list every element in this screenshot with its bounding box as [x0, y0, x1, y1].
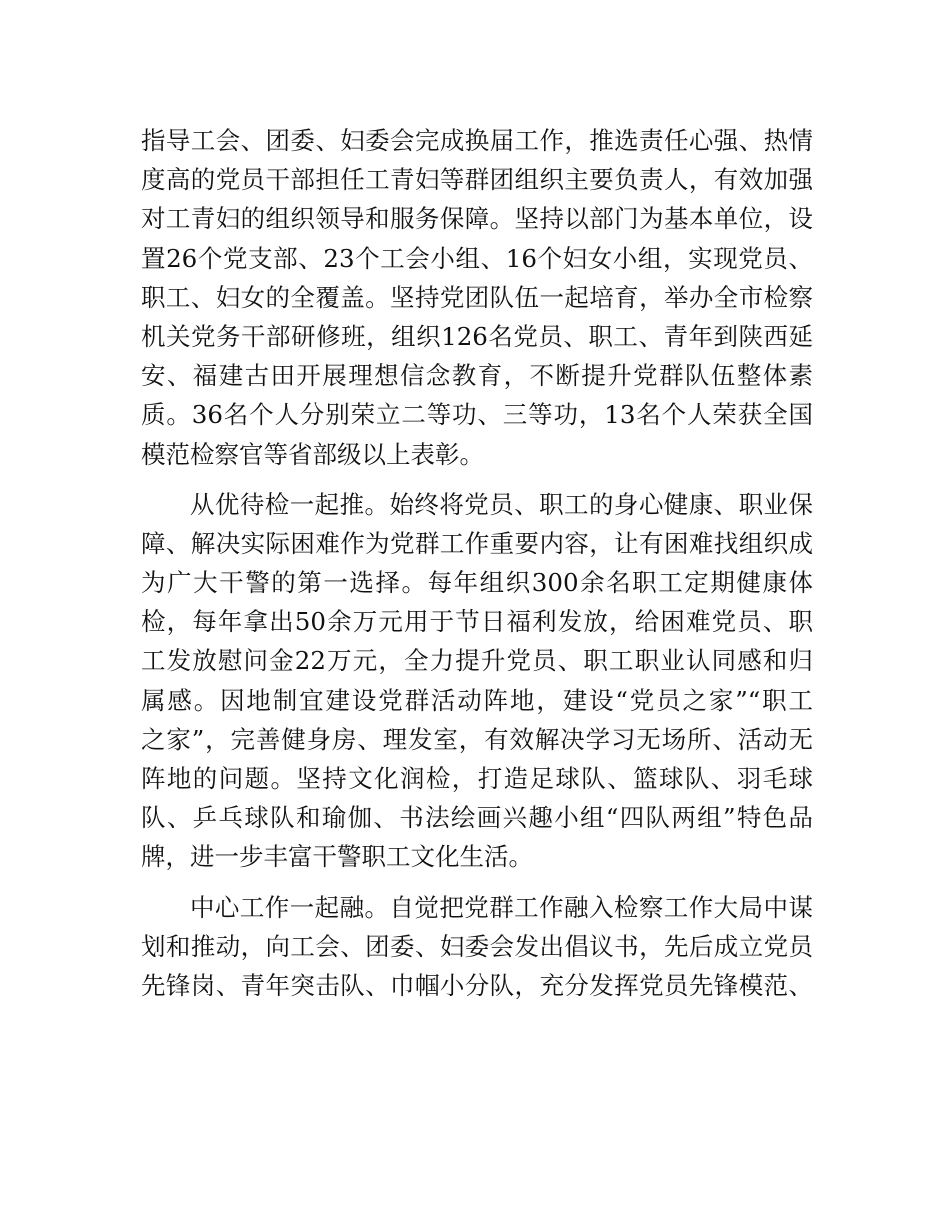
text-line: 模范检察官等省部级以上表彰。	[141, 439, 484, 469]
text-line: 从优待检一起推。始终将党员、职工的身心健康、职业保	[190, 489, 813, 519]
paragraph-1	[141, 121, 813, 474]
text-line: 划和推动，向工会、团委、妇委会发出倡议书，先后成立党员	[141, 931, 813, 961]
text-line: 检，每年拿出50余万元用于节日福利发放，给困难党员、职	[141, 607, 813, 637]
paragraph-3	[141, 888, 813, 1006]
paragraph-2	[141, 485, 813, 877]
text-line: 质。36名个人分别荣立二等功、三等功，13名个人荣获全国	[141, 400, 813, 430]
paragraph-spacer	[141, 474, 813, 485]
text-line: 对工青妇的组织领导和服务保障。坚持以部门为基本单位，设	[141, 204, 813, 234]
text-line: 队、乒乓球队和瑜伽、书法绘画兴趣小组“四队两组”特色品	[141, 803, 813, 833]
document-body	[141, 121, 813, 1005]
text-line: 指导工会、团委、妇委会完成换届工作，推选责任心强、热情	[141, 126, 813, 155]
paragraph-spacer	[141, 877, 813, 888]
text-line: 机关党务干部研修班，组织126名党员、职工、青年到陕西延	[141, 321, 813, 351]
text-line: 置26个党支部、23个工会小组、16个妇女小组，实现党员、	[141, 243, 813, 273]
text-line: 中心工作一起融。自觉把党群工作融入检察工作大局中谋	[190, 892, 813, 922]
text-line: 安、福建古田开展理想信念教育，不断提升党群队伍整体素	[141, 361, 813, 391]
text-line: 障、解决实际困难作为党群工作重要内容，让有困难找组织成	[141, 528, 813, 558]
text-line: 先锋岗、青年突击队、巾帼小分队，充分发挥党员先锋模范、	[141, 970, 813, 1000]
text-line: 度高的党员干部担任工青妇等群团组织主要负责人，有效加强	[141, 165, 813, 195]
text-line: 阵地的问题。坚持文化润检，打造足球队、篮球队、羽毛球	[141, 764, 813, 793]
text-line: 职工、妇女的全覆盖。坚持党团队伍一起培育，举办全市检察	[141, 282, 813, 312]
text-line: 工发放慰问金22万元，全力提升党员、职工职业认同感和归	[141, 646, 813, 676]
text-line: 之家”，完善健身房、理发室，有效解决学习无场所、活动无	[141, 724, 813, 754]
text-line: 牌，进一步丰富干警职工文化生活。	[141, 842, 533, 872]
text-line: 属感。因地制宜建设党群活动阵地，建设“党员之家”“职工	[141, 685, 813, 715]
text-line: 为广大干警的第一选择。每年组织300余名职工定期健康体	[141, 568, 813, 598]
